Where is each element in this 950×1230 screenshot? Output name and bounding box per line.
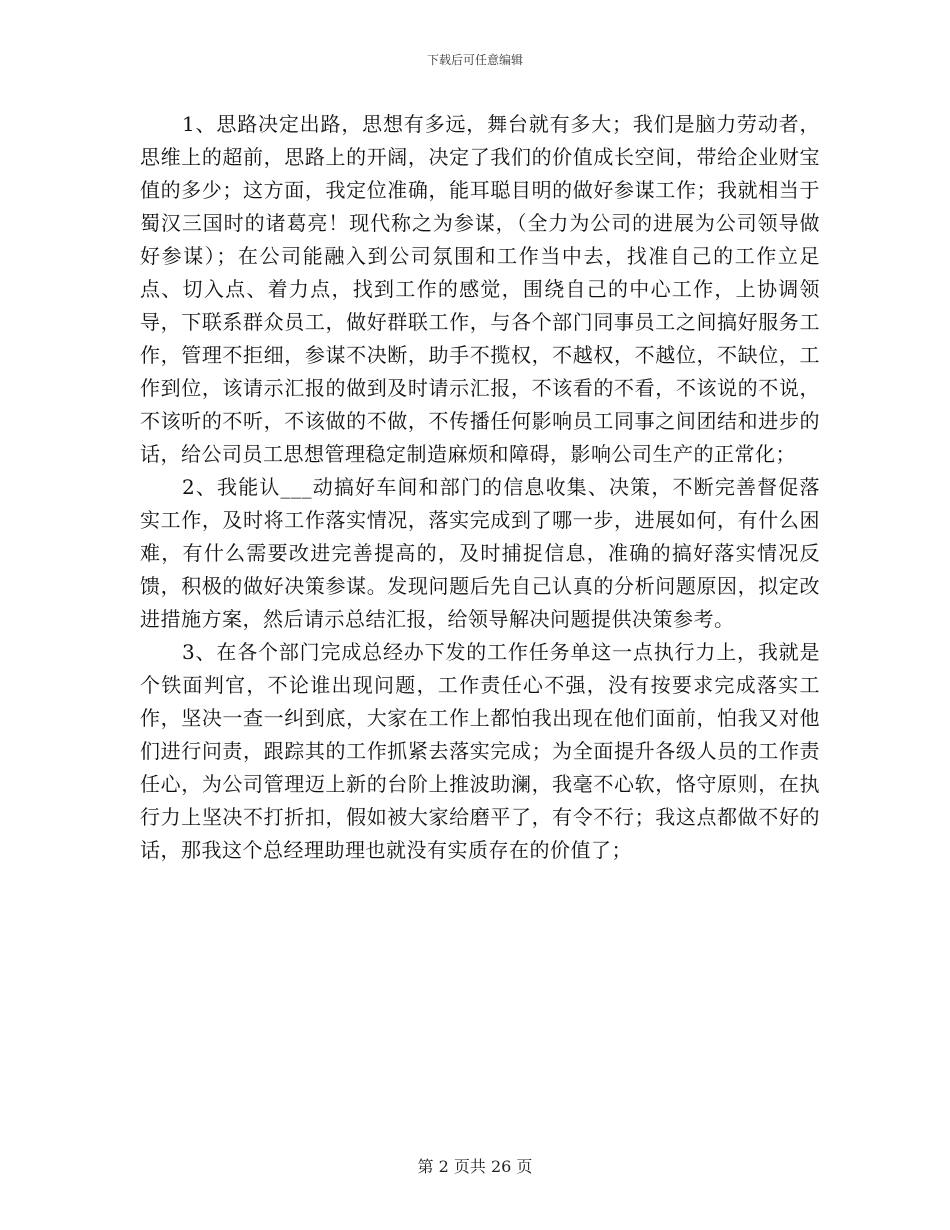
paragraph-1: 1、思路决定出路，思想有多远，舞台就有多大；我们是脑力劳动者，思维上的超前，思路上的开阔，决定了我们的价值成长空间，带给企业财宝值的多少；这方面，我定位准确，能耳聪目明的做好参谋工作；我就相当于蜀汉三国时的诸葛亮！现代称之为参谋，（全力为公司的进展为公司领导做好参谋）；在公司能融入到公司氛围和工作当中去，找准自己的工作立足点、切入点、着力点，找到工作的感觉，围绕自己的中心工作，上协调领导，下联系群众员工，做好群联工作，与各个部门同事员工之间搞好服务工作，管理不拒细，参谋不决断，助手不揽权，不越权，不越位，不缺位，工作到位，该请示汇报的做到及时请示汇报，不该看的不看，不该说的不说，不该听的不听，不该做的不做，不传播任何影响员工同事之间团结和进步的话，给公司员工思想管理稳定制造麻烦和障碍，影响公司生产的正常化； (140, 112, 820, 466)
document-body (140, 108, 820, 867)
page-header: 下载后可任意编辑 (426, 53, 523, 67)
page-number-footer: 第 2 页共 26 页 (417, 1157, 533, 1176)
paragraph-2: 2、我能认___动搞好车间和部门的信息收集、决策，不断完善督促落实工作，及时将工作落实情况，落实完成到了哪一步，进展如何，有什么困难，有什么需要改进完善提高的，及时捕捉信息，准确的搞好落实情况反馈，积极的做好决策参谋。发现问题后先自己认真的分析问题原因，拟定改进措施方案，然后请示总结汇报，给领导解决问题提供决策参考。 (140, 475, 820, 631)
paragraph-3: 3、在各个部门完成总经办下发的工作任务单这一点执行力上，我就是个铁面判官，不论谁出现问题，工作责任心不强，没有按要求完成落实工作，坚决一查一纠到底，大家在工作上都怕我出现在他们面前，怕我又对他们进行问责，跟踪其的工作抓紧去落实完成；为全面提升各级人员的工作责任心，为公司管理迈上新的台阶上推波助澜，我毫不心软，恪守原则，在执行力上坚决不打折扣，假如被大家给磨平了，有令不行；我这点都做不好的话，那我这个总经理助理也就没有实质存在的价值了； (140, 640, 820, 862)
